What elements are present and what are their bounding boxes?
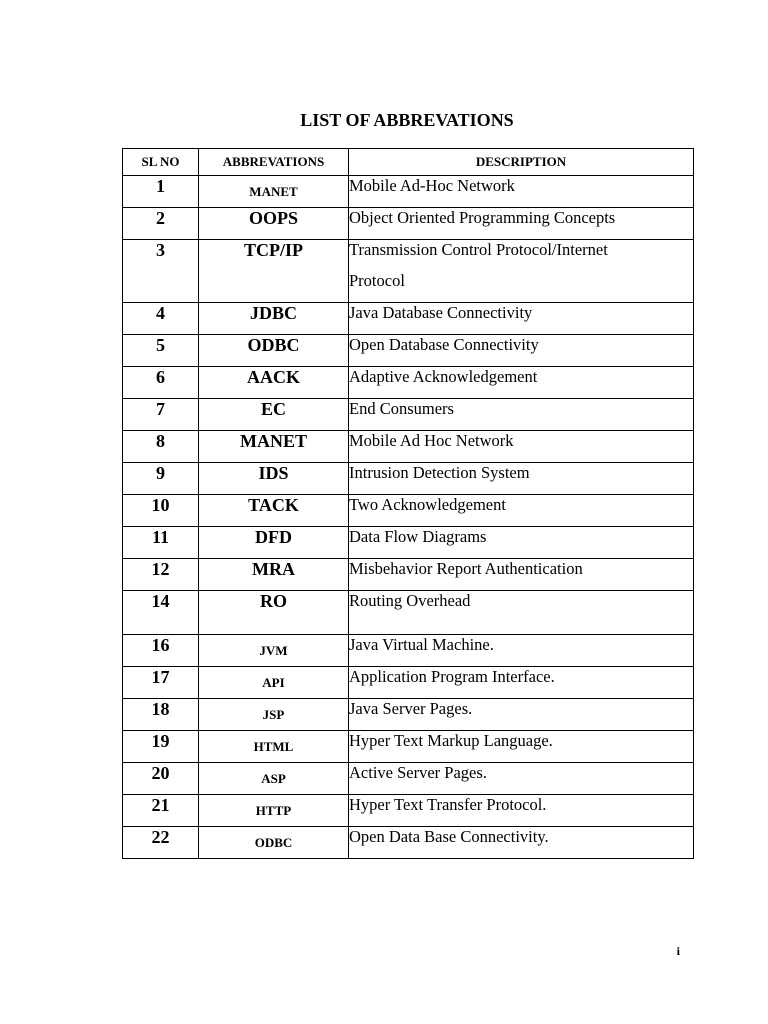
row-description [349,399,694,431]
description-line: Open Data Base Connectivity. [349,827,549,846]
row-description [349,240,694,303]
row-sl-no: 14 [123,591,199,635]
table-row [123,367,694,399]
table-row [123,399,694,431]
table-row [123,795,694,827]
row-abbreviation: HTTP [199,795,349,827]
row-sl-no: 12 [123,559,199,591]
row-abbreviation: EC [199,399,349,431]
description-line: Hyper Text Markup Language. [349,731,553,750]
row-sl-no: 11 [123,527,199,559]
table-body [123,176,694,859]
abbreviations-table [122,148,694,859]
description-line: End Consumers [349,399,454,418]
table-row [123,591,694,635]
row-abbreviation: JSP [199,699,349,731]
row-description [349,559,694,591]
row-abbreviation: MRA [199,559,349,591]
row-description [349,763,694,795]
row-description [349,527,694,559]
table-row [123,463,694,495]
row-abbreviation: RO [199,591,349,635]
row-description [349,367,694,399]
table-row [123,699,694,731]
table-row [123,763,694,795]
table-row [123,240,694,303]
row-abbreviation: IDS [199,463,349,495]
row-description [349,463,694,495]
description-line: Object Oriented Programming Concepts [349,208,616,227]
description-line: Two Acknowledgement [349,495,506,514]
row-description [349,176,694,208]
row-sl-no: 1 [123,176,199,208]
row-sl-no: 19 [123,731,199,763]
table-row [123,176,694,208]
row-sl-no: 9 [123,463,199,495]
row-sl-no: 7 [123,399,199,431]
row-description [349,431,694,463]
row-description [349,303,694,335]
table-header-row [123,149,694,176]
row-abbreviation: ODBC [199,335,349,367]
row-sl-no: 2 [123,208,199,240]
table-row [123,208,694,240]
row-abbreviation: API [199,667,349,699]
row-description [349,591,694,635]
description-line: Adaptive Acknowledgement [349,367,538,386]
table-row [123,303,694,335]
description-line: Routing Overhead [349,591,471,610]
description-line: Application Program Interface. [349,667,555,686]
row-sl-no: 17 [123,667,199,699]
row-abbreviation: ASP [199,763,349,795]
row-sl-no: 22 [123,827,199,859]
table-row [123,667,694,699]
row-abbreviation: MANET [199,176,349,208]
table-row [123,335,694,367]
table-row [123,827,694,859]
table-row [123,731,694,763]
table-row [123,495,694,527]
row-description [349,335,694,367]
row-abbreviation: ODBC [199,827,349,859]
row-sl-no: 21 [123,795,199,827]
description-line: Intrusion Detection System [349,463,530,482]
row-description [349,699,694,731]
row-sl-no: 4 [123,303,199,335]
description-line: Transmission Control Protocol/Internet [349,240,608,259]
row-sl-no: 5 [123,335,199,367]
row-description [349,795,694,827]
row-description [349,208,694,240]
row-sl-no: 16 [123,635,199,667]
header-description: DESCRIPTION [349,149,694,176]
row-description [349,667,694,699]
page-title: LIST OF ABBREVATIONS [300,110,514,130]
table-row [123,527,694,559]
row-description [349,827,694,859]
row-abbreviation: JDBC [199,303,349,335]
row-abbreviation: HTML [199,731,349,763]
description-line: Active Server Pages. [349,763,487,782]
row-description [349,635,694,667]
row-abbreviation: AACK [199,367,349,399]
description-line: Mobile Ad Hoc Network [349,431,514,450]
row-sl-no: 10 [123,495,199,527]
row-abbreviation: DFD [199,527,349,559]
table-row [123,431,694,463]
description-line: Misbehavior Report Authentication [349,559,583,578]
row-abbreviation: TCP/IP [199,240,349,303]
row-sl-no: 20 [123,763,199,795]
description-line: Open Database Connectivity [349,335,539,354]
description-line: Protocol [349,271,405,290]
description-line: Hyper Text Transfer Protocol. [349,795,547,814]
table-row [123,635,694,667]
header-sl-no: SL NO [123,149,199,176]
description-line: Java Server Pages. [349,699,473,718]
description-line: Data Flow Diagrams [349,527,487,546]
row-description [349,495,694,527]
description-line: Java Virtual Machine. [349,635,494,654]
row-abbreviation: OOPS [199,208,349,240]
header-abbreviations: ABBREVATIONS [199,149,349,176]
row-sl-no: 6 [123,367,199,399]
row-abbreviation: MANET [199,431,349,463]
row-sl-no: 8 [123,431,199,463]
row-sl-no: 18 [123,699,199,731]
row-sl-no: 3 [123,240,199,303]
row-abbreviation: JVM [199,635,349,667]
table-row [123,559,694,591]
row-abbreviation: TACK [199,495,349,527]
page-number: i [676,944,680,958]
description-line: Mobile Ad-Hoc Network [349,176,515,195]
description-line: Java Database Connectivity [349,303,533,322]
row-description [349,731,694,763]
